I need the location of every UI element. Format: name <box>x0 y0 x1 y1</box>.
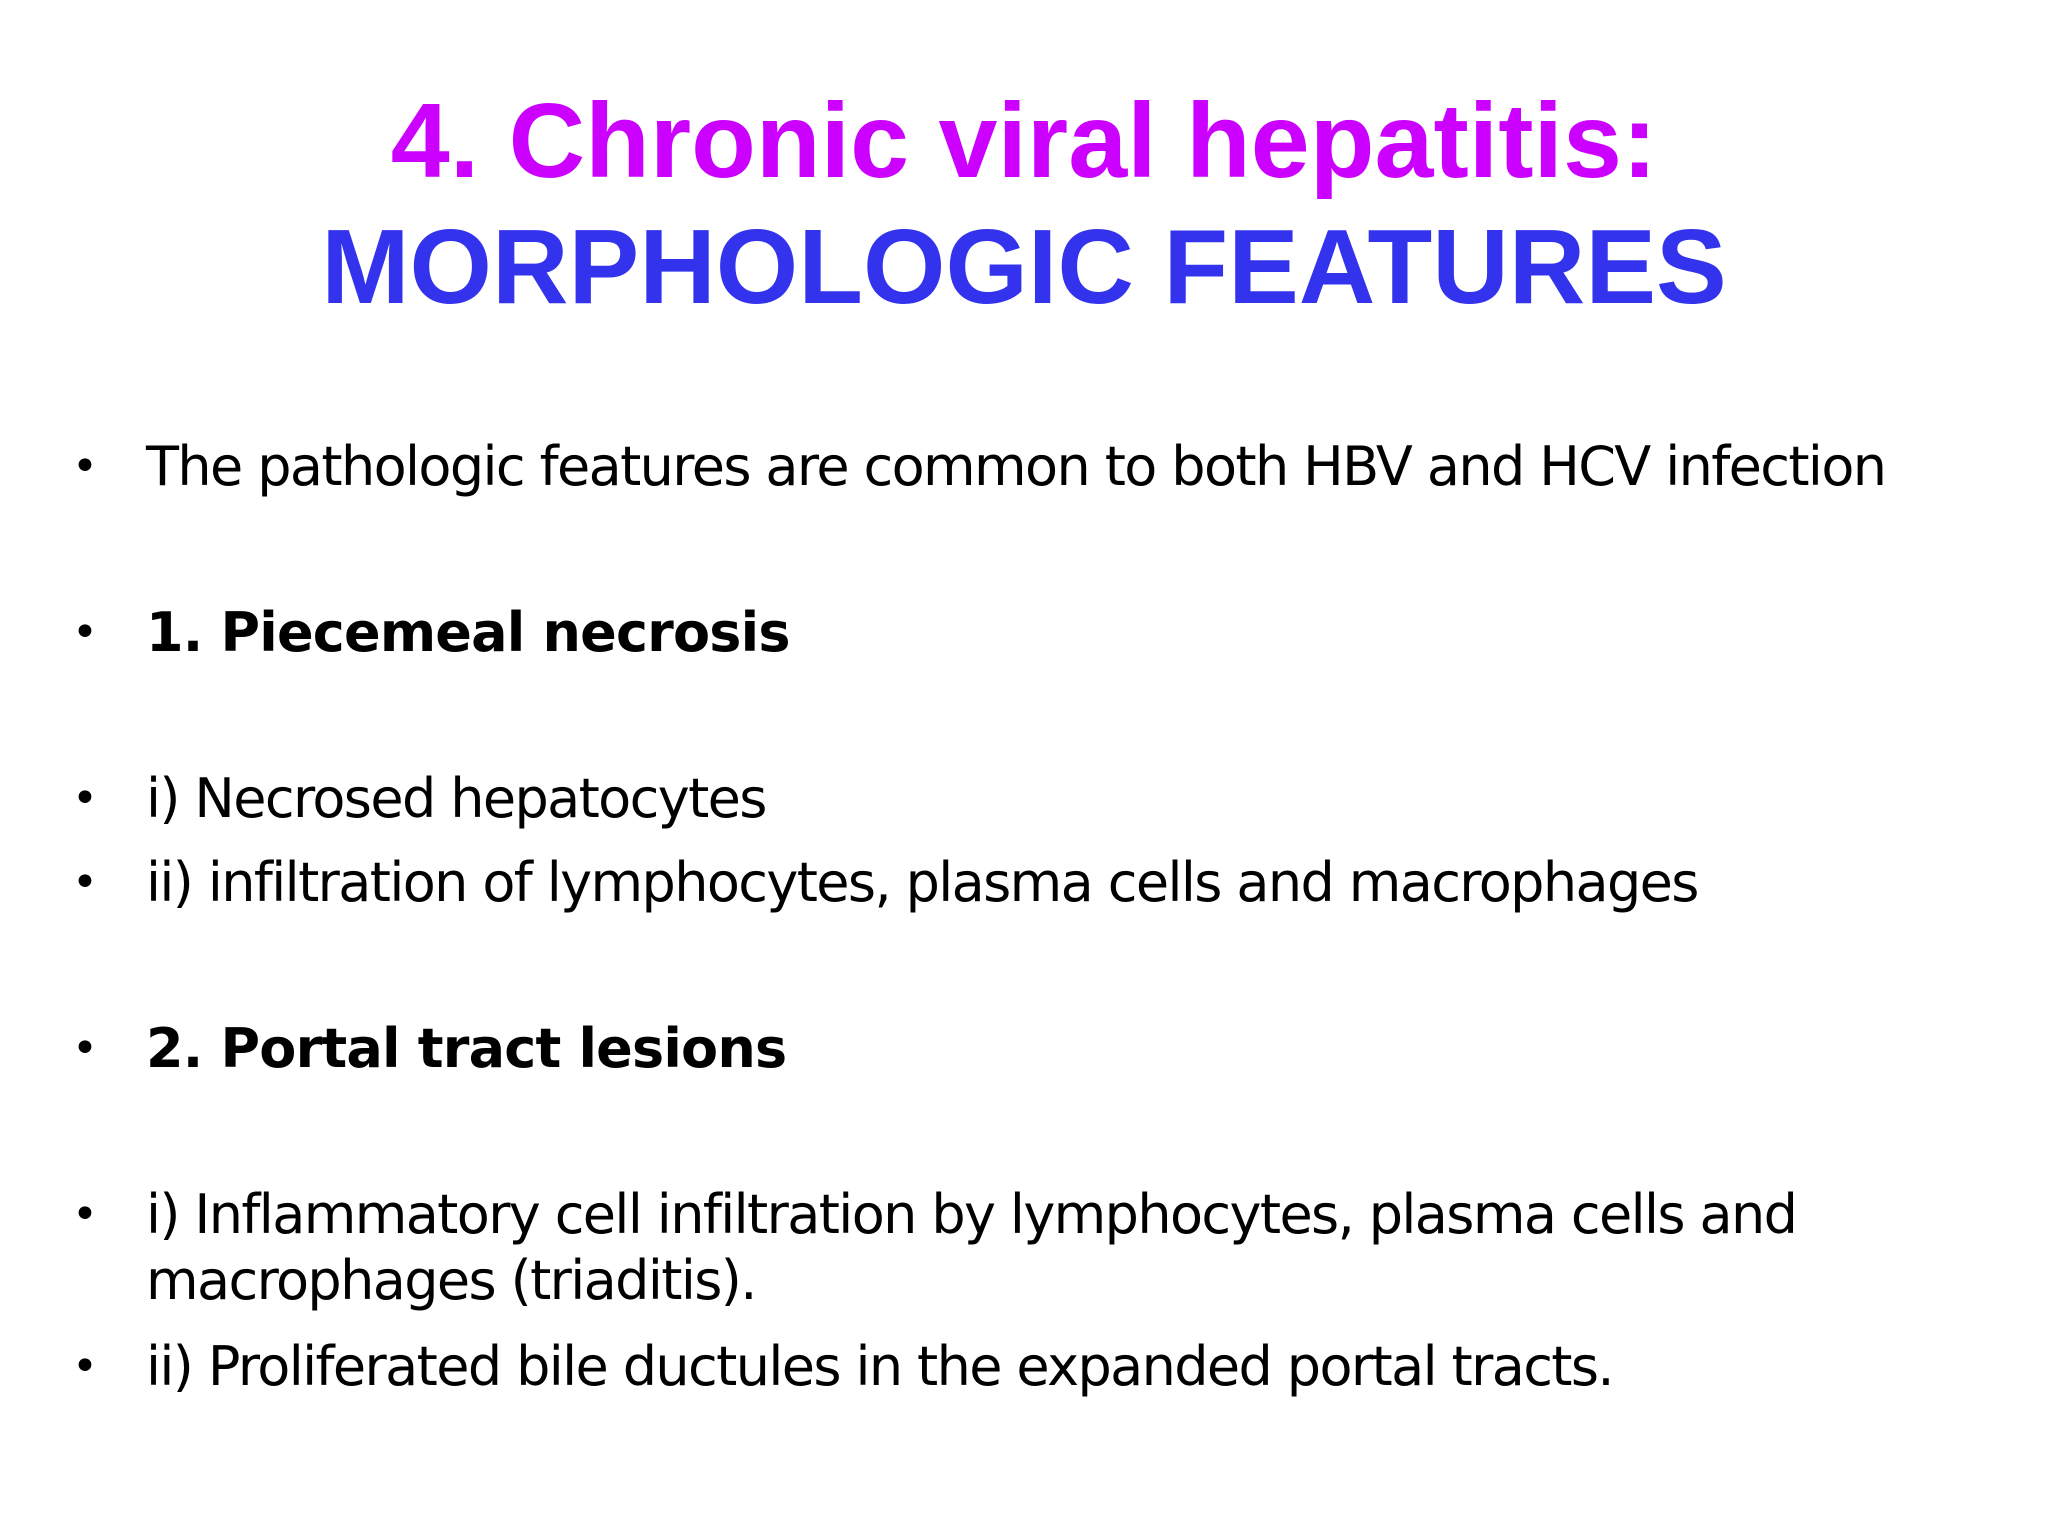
bullet-dot-icon: • <box>72 857 98 908</box>
bullet-dot-icon: • <box>72 773 98 824</box>
bullet-dot-icon: • <box>72 607 98 658</box>
bullet-dot-icon: • <box>72 1023 98 1074</box>
bullet-dot-icon: • <box>72 441 98 492</box>
bullet-text: 2. Portal tract lesions <box>146 1017 787 1080</box>
bullet-text: 1. Piecemeal necrosis <box>146 601 790 664</box>
bullet-text: i) Inflammatory cell infiltration by lymphocytes, plasma cells and macrophages (triaditis). <box>146 1183 1797 1312</box>
title-line-2: MORPHOLOGIC FEATURES <box>321 208 1727 326</box>
bullet-dot-icon: • <box>72 1189 98 1240</box>
bullet-dot-icon: • <box>72 1341 98 1392</box>
bullet-text: ii) Proliferated bile ductules in the expanded portal tracts. <box>146 1335 1613 1398</box>
bullet-text: i) Necrosed hepatocytes <box>146 767 766 830</box>
bullet-text: ii) infiltration of lymphocytes, plasma cells and macrophages <box>146 851 1698 914</box>
bullet-text: The pathologic features are common to both HBV and HCV infection <box>146 435 1886 498</box>
slide-title <box>0 78 2048 330</box>
title-line-1: 4. Chronic viral hepatitis: <box>390 82 1658 200</box>
